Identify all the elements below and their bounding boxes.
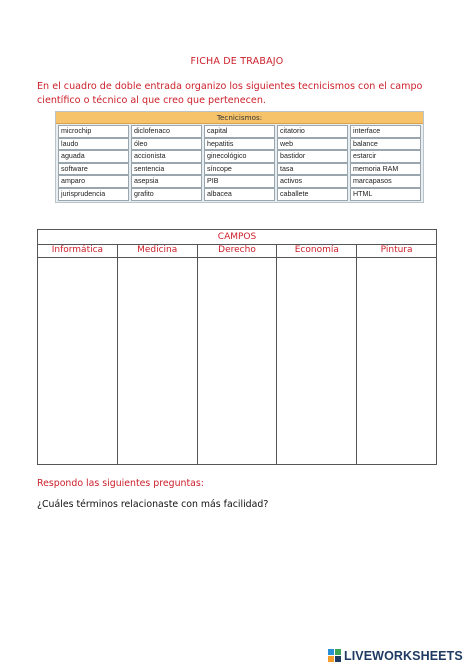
term-cell: asepsia (131, 175, 202, 188)
term-cell: bastidor (277, 150, 348, 163)
campos-answer-cell[interactable] (118, 258, 198, 464)
term-cell: caballete (277, 188, 348, 201)
campos-title: CAMPOS (38, 230, 436, 245)
term-cell: accionista (131, 150, 202, 163)
campos-header-row (38, 244, 436, 258)
term-cell: síncope (204, 163, 275, 176)
term-cell: HTML (350, 188, 421, 201)
term-cell: jurisprudencia (58, 188, 129, 201)
term-cell: web (277, 138, 348, 151)
term-cell: activos (277, 175, 348, 188)
term-cell: sentencia (131, 163, 202, 176)
campos-answer-cell[interactable] (198, 258, 278, 464)
term-cell: capital (204, 125, 275, 138)
questions-heading: Respondo las siguientes preguntas: (37, 478, 204, 489)
question-text: ¿Cuáles términos relacionaste con más facilidad? (37, 499, 269, 510)
instructions-text: En el cuadro de doble entrada organizo los siguientes tecnicismos con el campo científico o técnico al que creo que pertenecen. (37, 81, 423, 106)
term-cell: marcapasos (350, 175, 421, 188)
term-cell: software (58, 163, 129, 176)
campos-column-header: Medicina (118, 244, 198, 257)
campos-answer-cell[interactable] (38, 258, 118, 464)
term-cell: albacea (204, 188, 275, 201)
tecnicismos-grid (58, 125, 422, 201)
brand-name: LIVEWORKSHEETS (344, 649, 463, 663)
term-cell: diclofenaco (131, 125, 202, 138)
term-cell: aguada (58, 150, 129, 163)
term-cell: óleo (131, 138, 202, 151)
campos-table (37, 229, 437, 465)
term-cell: interface (350, 125, 421, 138)
term-cell: microchip (58, 125, 129, 138)
campos-column-header: Pintura (380, 245, 413, 255)
tecnicismos-heading: Tecnicismos: (56, 112, 423, 124)
campos-body-row (38, 258, 436, 464)
campos-column-header: Economía (277, 244, 357, 257)
campos-column-header: Informática (38, 244, 118, 257)
term-cell: memoria RAM (350, 163, 421, 176)
campos-answer-cell[interactable] (277, 258, 357, 464)
campos-column-header: Derecho (198, 244, 278, 257)
term-cell: citatorio (277, 125, 348, 138)
term-cell: ginecológico (204, 150, 275, 163)
term-cell: tasa (277, 163, 348, 176)
term-cell: PIB (204, 175, 275, 188)
campos-answer-cell[interactable] (357, 258, 436, 464)
term-cell: estarcir (350, 150, 421, 163)
term-cell: amparo (58, 175, 129, 188)
term-cell: hepatitis (204, 138, 275, 151)
liveworksheets-logo-icon (328, 649, 342, 663)
term-cell: balance (350, 138, 421, 151)
liveworksheets-brand[interactable] (328, 647, 463, 665)
term-cell: laudo (58, 138, 129, 151)
term-cell: grafito (131, 188, 202, 201)
page-title: FICHA DE TRABAJO (190, 56, 284, 67)
